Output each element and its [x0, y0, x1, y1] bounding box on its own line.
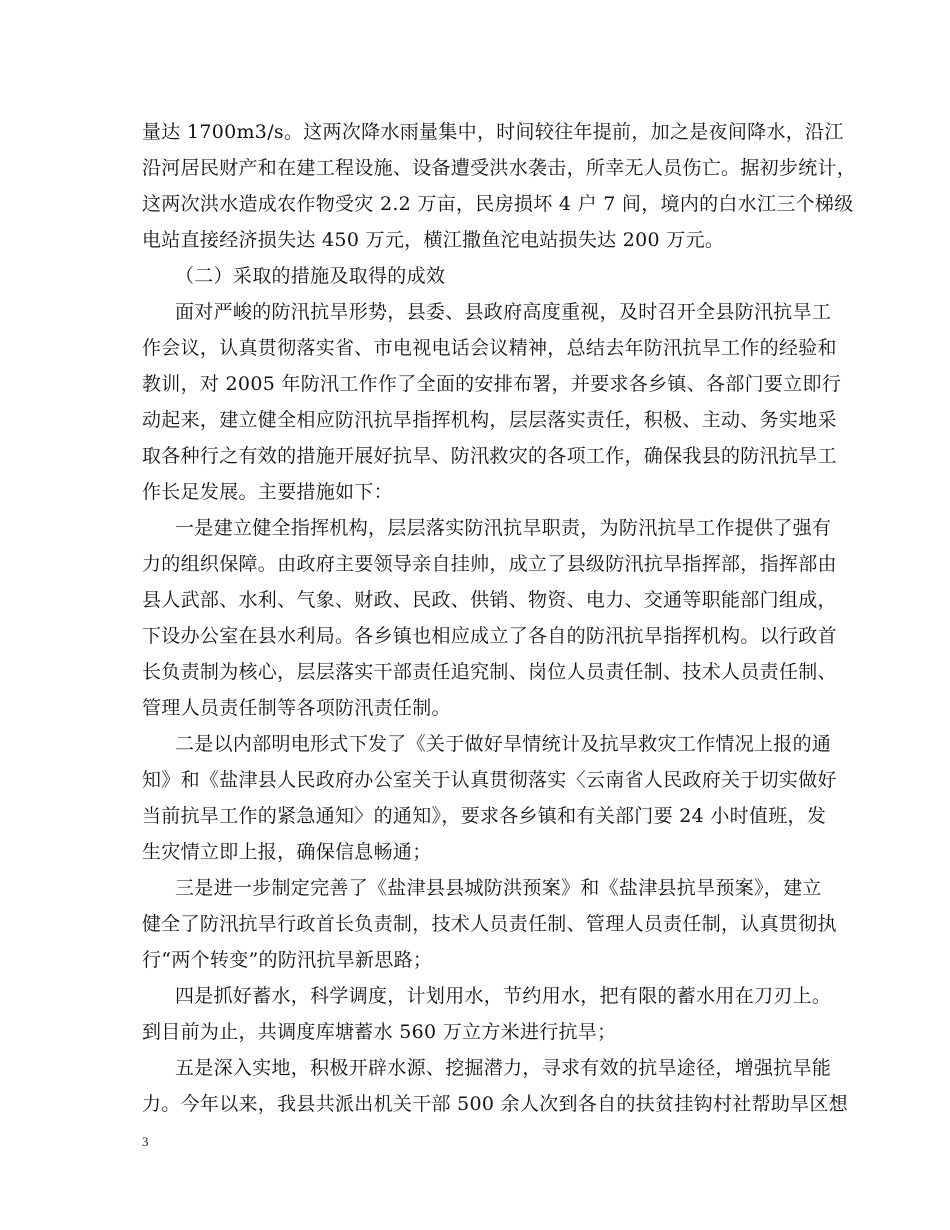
text-line: 当前抗旱工作的紧急通知〉的通知》，要求各乡镇和有关部门要 24 小时值班，发 — [142, 805, 827, 827]
text-line: 教训，对 2005 年防汛工作作了全面的安排布署，并要求各乡镇、各部门要立即行 — [142, 373, 842, 395]
page-number: 3 — [142, 1134, 149, 1149]
text-line: 一是建立健全指挥机构，层层落实防汛抗旱职责，为防汛抗旱工作提供了强有 — [175, 517, 832, 539]
text-line: 取各种行之有效的措施开展好抗旱、防汛救灾的各项工作，确保我县的防汛抗旱工 — [142, 445, 837, 467]
text-line: 生灾情立即上报，确保信息畅通； — [142, 841, 432, 863]
text-line: 力。今年以来，我县共派出机关干部 500 余人次到各自的扶贫挂钩村社帮助旱区想 — [142, 1093, 849, 1115]
text-line: 这两次洪水造成农作物受灾 2.2 万亩，民房损坏 4 户 7 间，境内的白水江三个梯级 — [142, 193, 854, 215]
document-body — [142, 114, 857, 1122]
text-line: 知》和《盐津县人民政府办公室关于认真贯彻落实〈云南省人民政府关于切实做好 — [142, 769, 837, 791]
text-line: 沿河居民财产和在建工程设施、设备遭受洪水袭击，所幸无人员伤亡。据初步统计， — [142, 157, 857, 179]
text-line: 量达 1700m3/s。这两次降水雨量集中，时间较往年提前，加之是夜间降水，沿江 — [142, 121, 844, 143]
text-line: 长负责制为核心，层层落实干部责任追究制、岗位人员责任制、技术人员责任制、 — [142, 661, 837, 683]
text-line: 二是以内部明电形式下发了《关于做好旱情统计及抗旱救灾工作情况上报的通 — [175, 733, 832, 755]
text-line: 作会议，认真贯彻落实省、市电视电话会议精神，总结去年防汛抗旱工作的经验和 — [142, 337, 837, 359]
text-line: 五是深入实地，积极开辟水源、挖掘潜力，寻求有效的抗旱途径，增强抗旱能 — [175, 1057, 832, 1079]
text-line: 行“两个转变”的防汛抗旱新思路； — [142, 949, 433, 971]
text-line: 四是抓好蓄水，科学调度，计划用水，节约用水，把有限的蓄水用在刀刃上。 — [175, 985, 832, 1007]
text-line: 三是进一步制定完善了《盐津县县城防洪预案》和《盐津县抗旱预案》，建立 — [175, 877, 822, 899]
text-line: 电站直接经济损失达 450 万元，横江撒鱼沱电站损失达 200 万元。 — [142, 229, 725, 251]
text-line: 面对严峻的防汛抗旱形势，县委、县政府高度重视，及时召开全县防汛抗旱工 — [175, 301, 832, 323]
text-line: 健全了防汛抗旱行政首长负责制，技术人员责任制、管理人员责任制，认真贯彻执 — [142, 913, 837, 935]
text-line: 动起来，建立健全相应防汛抗旱指挥机构，层层落实责任，积极、主动、务实地采 — [142, 409, 837, 431]
text-line: 下设办公室在县水利局。各乡镇也相应成立了各自的防汛抗旱指挥机构。以行政首 — [142, 625, 837, 647]
text-line: 管理人员责任制等各项防汛责任制。 — [142, 697, 451, 719]
text-line: 力的组织保障。由政府主要领导亲自挂帅，成立了县级防汛抗旱指挥部，指挥部由 — [142, 553, 837, 575]
text-line: 到目前为止，共调度库塘蓄水 560 万立方米进行抗旱； — [142, 1021, 617, 1043]
text-line: （二）采取的措施及取得的成效 — [175, 265, 446, 287]
text-line: 县人武部、水利、气象、财政、民政、供销、物资、电力、交通等职能部门组成， — [142, 589, 837, 611]
text-line: 作长足发展。主要措施如下： — [142, 481, 393, 503]
